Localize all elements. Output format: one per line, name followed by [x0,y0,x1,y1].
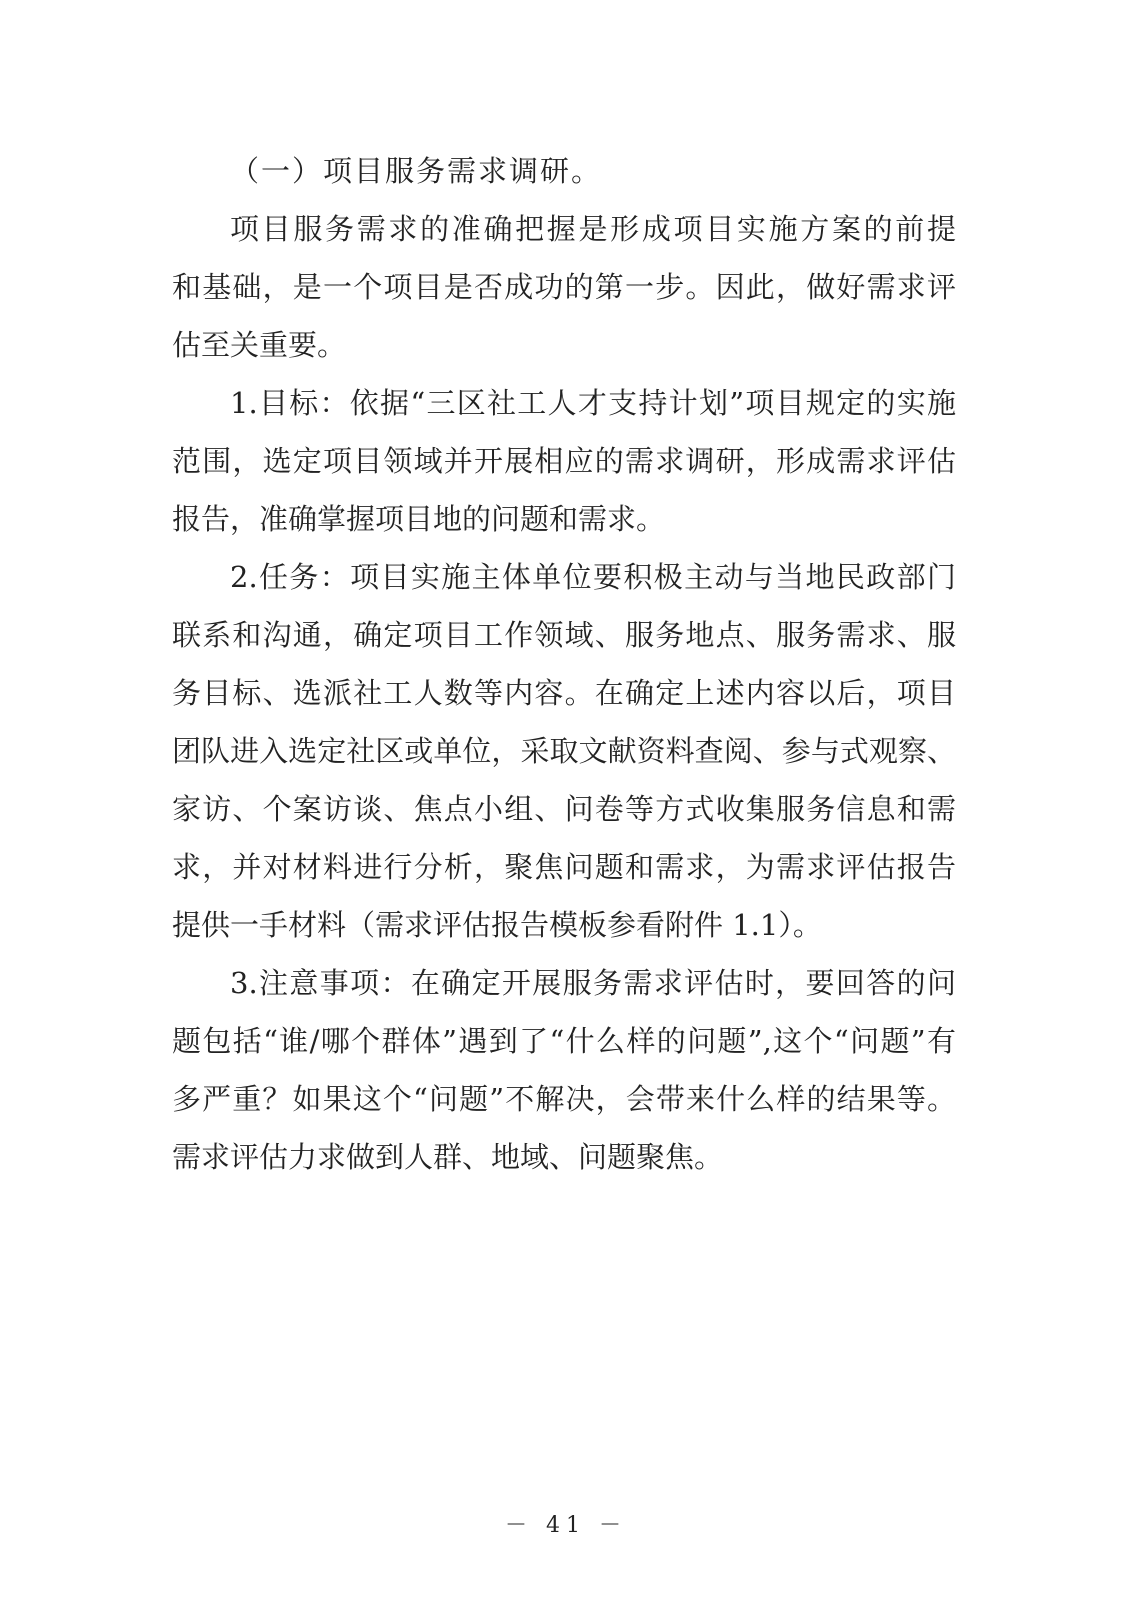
paragraph-line: 2.任务：项目实施主体单位要积极主动与当地民政部门 [230,560,956,594]
document-body [172,142,956,1186]
paragraph-intro [172,200,956,374]
paragraph-line: 联系和沟通，确定项目工作领域、服务地点、服务需求、服 [172,618,956,652]
paragraph-line: 估至关重要。 [172,328,347,362]
paragraph-line: 题包括“谁/哪个群体”遇到了“什么样的问题”,这个“问题”有 [172,1024,956,1058]
paragraph-line: 需求评估力求做到人群、地域、问题聚焦。 [172,1140,724,1174]
section-heading: （一）项目服务需求调研。 [230,154,603,188]
paragraph-line: 和基础，是一个项目是否成功的第一步。因此，做好需求评 [172,270,956,304]
paragraph-line: 3.注意事项：在确定开展服务需求评估时，要回答的问 [230,966,956,1000]
paragraph-line: 提供一手材料（需求评估报告模板参看附件 1.1）。 [172,908,822,942]
paragraph-line: 家访、个案访谈、焦点小组、问卷等方式收集服务信息和需 [172,792,956,826]
paragraph-line: 1.目标：依据“三区社工人才支持计划”项目规定的实施 [230,386,956,420]
paragraph-task [172,548,956,954]
paragraph-notes [172,954,956,1186]
paragraph-line: 团队进入选定社区或单位，采取文献资料查阅、参与式观察、 [172,734,956,768]
paragraph-line: 项目服务需求的准确把握是形成项目实施方案的前提 [230,212,956,246]
paragraph-line: 求，并对材料进行分析，聚焦问题和需求，为需求评估报告 [172,850,956,884]
paragraph-goal [172,374,956,548]
paragraph-line: 报告，准确掌握项目地的问题和需求。 [172,502,666,536]
paragraph-line: 务目标、选派社工人数等内容。在确定上述内容以后，项目 [172,676,956,710]
paragraph-line: 多严重？如果这个“问题”不解决，会带来什么样的结果等。 [172,1082,956,1116]
page-number: － 41 － [505,1513,627,1538]
paragraph-line: 范围，选定项目领域并开展相应的需求调研，形成需求评估 [172,444,956,478]
